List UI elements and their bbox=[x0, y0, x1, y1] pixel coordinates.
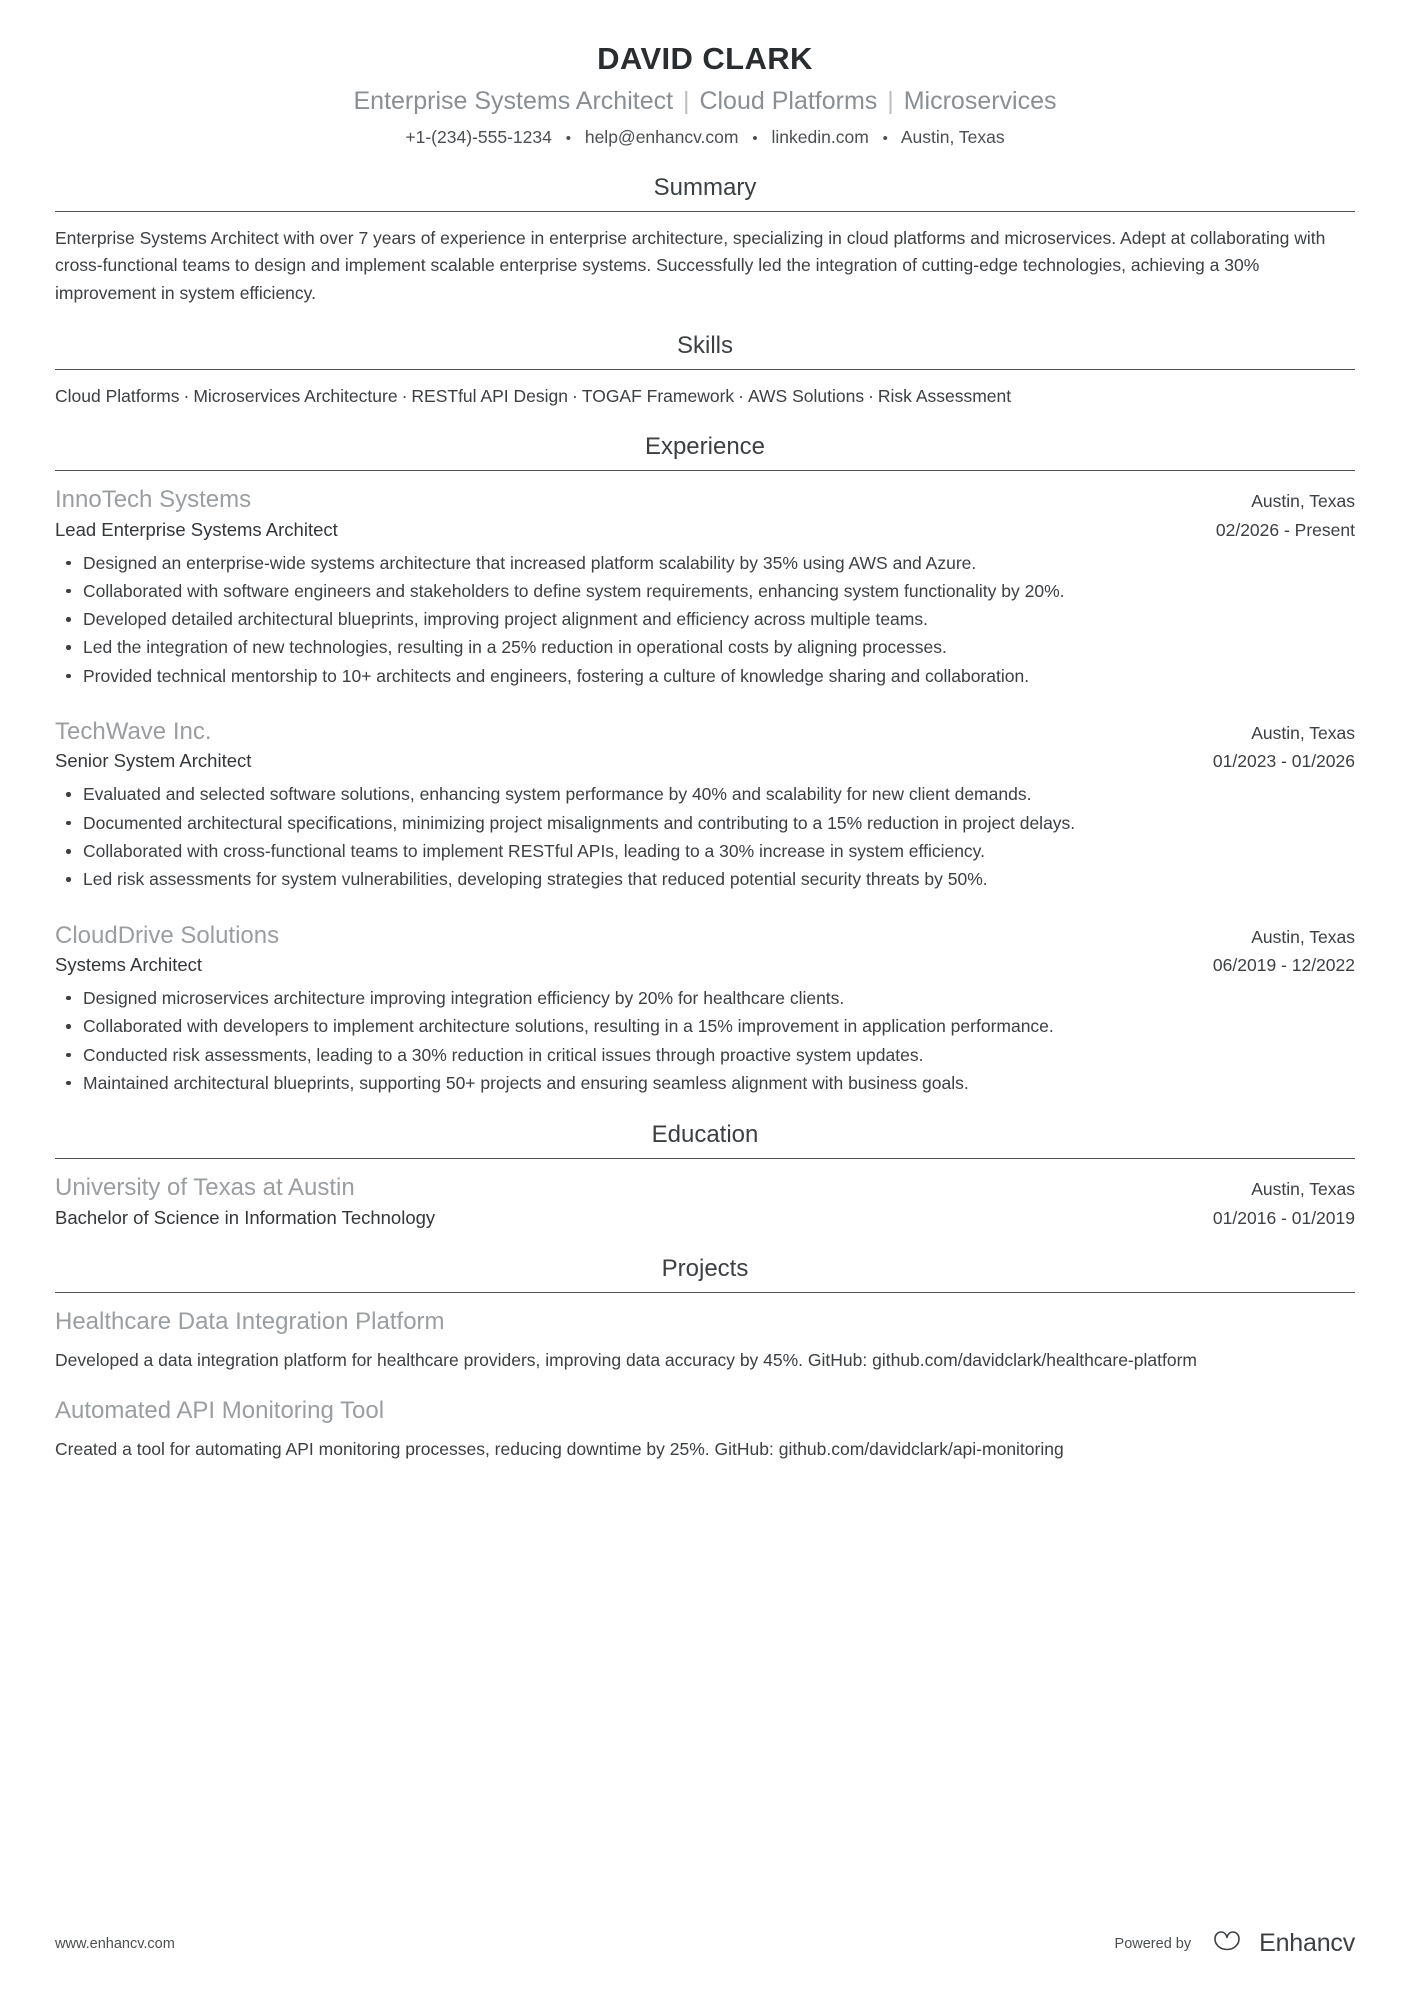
skills-list bbox=[55, 383, 1355, 409]
contact-website[interactable]: linkedin.com bbox=[771, 127, 869, 147]
job-bullet: Collaborated with software engineers and stakeholders to define system requirements, enhancing system functionality by 20%. bbox=[57, 578, 1355, 605]
experience-entry-subheader bbox=[55, 952, 1355, 978]
job-bullet-list bbox=[55, 985, 1355, 1097]
section-projects bbox=[55, 1253, 1355, 1464]
job-bullet: Provided technical mentorship to 10+ architects and engineers, fostering a culture of knowledge sharing and collaboration. bbox=[57, 663, 1355, 690]
section-summary bbox=[55, 172, 1355, 308]
project-name: Automated API Monitoring Tool bbox=[55, 1396, 385, 1424]
skill-separator: · bbox=[401, 385, 408, 406]
education-entry-header bbox=[55, 1172, 1355, 1204]
headline-part-3: Microservices bbox=[903, 86, 1057, 115]
contact-location: Austin, Texas bbox=[900, 127, 1005, 147]
experience-entry bbox=[55, 484, 1355, 690]
experience-entries bbox=[55, 471, 1355, 1097]
job-bullet: Documented architectural specifications, minimizing project misalignments and contributing to a 15% reduction in project delays. bbox=[57, 810, 1355, 837]
education-entries bbox=[55, 1159, 1355, 1230]
skill-separator: · bbox=[183, 385, 190, 406]
project-description: Created a tool for automating API monitoring processes, reducing downtime by 25%. GitHub: github.com/davidclark/api-monitoring bbox=[55, 1439, 1064, 1460]
job-bullet: Evaluated and selected software solutions, enhancing system performance by 40% and scalability for new client demands. bbox=[57, 781, 1355, 808]
skill-item: Risk Assessment bbox=[877, 385, 1012, 406]
headline-part-1: Enterprise Systems Architect bbox=[353, 86, 674, 115]
contact-email[interactable]: help@enhancv.com bbox=[584, 127, 739, 147]
headline-separator-2: | bbox=[887, 86, 894, 115]
job-bullet: Maintained architectural blueprints, supporting 50+ projects and ensuring seamless alignment with business goals. bbox=[57, 1070, 1355, 1097]
company-name: TechWave Inc. bbox=[55, 718, 212, 746]
skill-separator: · bbox=[868, 385, 874, 406]
contact-separator-1: • bbox=[565, 130, 571, 147]
experience-entry-subheader bbox=[55, 517, 1355, 543]
contact-separator-3: • bbox=[882, 130, 888, 147]
section-title-projects: Projects bbox=[661, 1254, 749, 1282]
headline-separator-1: | bbox=[683, 86, 690, 115]
job-bullet: Designed an enterprise-wide systems architecture that increased platform scalability by 35% using AWS and Azure. bbox=[57, 550, 1355, 577]
skill-item: Cloud Platforms bbox=[55, 385, 180, 406]
school-location: Austin, Texas bbox=[1251, 1179, 1355, 1200]
job-location: Austin, Texas bbox=[1251, 723, 1355, 744]
skill-item: RESTful API Design bbox=[411, 385, 568, 406]
experience-entry-header bbox=[55, 920, 1355, 952]
job-bullet: Collaborated with developers to implement architecture solutions, resulting in a 15% improvement in application performance. bbox=[57, 1013, 1355, 1040]
job-bullet: Developed detailed architectural blueprints, improving project alignment and efficiency across multiple teams. bbox=[57, 606, 1355, 633]
education-entry-subheader bbox=[55, 1205, 1355, 1231]
skill-separator: · bbox=[738, 385, 744, 406]
project-entry bbox=[55, 1395, 1355, 1464]
job-title: Lead Enterprise Systems Architect bbox=[55, 518, 338, 540]
company-name: CloudDrive Solutions bbox=[55, 921, 280, 949]
project-entry bbox=[55, 1306, 1355, 1375]
job-dates: 01/2023 - 01/2026 bbox=[1212, 751, 1355, 772]
skill-item: Microservices Architecture bbox=[193, 385, 398, 406]
section-title-summary: Summary bbox=[653, 173, 757, 201]
experience-entry-subheader bbox=[55, 748, 1355, 774]
section-title-experience: Experience bbox=[644, 433, 766, 461]
enhancv-logo-icon bbox=[1204, 1928, 1250, 1959]
footer-website-url[interactable]: www.enhancv.com bbox=[55, 1935, 175, 1952]
project-description: Developed a data integration platform for healthcare providers, improving data accuracy by 45%. GitHub: github.com/davidclark/healthcare-platform bbox=[55, 1350, 1197, 1371]
job-location: Austin, Texas bbox=[1251, 926, 1355, 947]
candidate-headline bbox=[55, 83, 1355, 119]
job-bullet: Designed microservices architecture improving integration efficiency by 20% for healthcare clients. bbox=[57, 985, 1355, 1012]
experience-entry bbox=[55, 716, 1355, 894]
degree-name: Bachelor of Science in Information Technology bbox=[55, 1206, 436, 1228]
project-name: Healthcare Data Integration Platform bbox=[55, 1307, 445, 1335]
candidate-name: DAVID CLARK bbox=[597, 41, 813, 76]
enhancv-brand bbox=[1204, 1928, 1355, 1959]
resume-footer bbox=[55, 1928, 1355, 1959]
job-dates: 02/2026 - Present bbox=[1215, 519, 1355, 540]
job-title: Systems Architect bbox=[55, 954, 203, 976]
projects-entries bbox=[55, 1293, 1355, 1464]
section-skills bbox=[55, 330, 1355, 409]
job-bullet: Led the integration of new technologies, resulting in a 25% reduction in operational costs by aligning processes. bbox=[57, 634, 1355, 661]
contact-phone: +1-(234)-555-1234 bbox=[405, 127, 552, 147]
job-title: Senior System Architect bbox=[55, 750, 252, 772]
summary-text: Enterprise Systems Architect with over 7 years of experience in enterprise architecture, specializing in cloud platforms and microservices. Adept at collaborating with cross-functional teams to design and implement scalable enterprise systems. Successfully led the integration of cutting-edge technologies, achieving a 30% improvement in system efficiency. bbox=[55, 227, 1326, 303]
skill-item: AWS Solutions bbox=[748, 385, 865, 406]
education-entry bbox=[55, 1172, 1355, 1230]
job-bullet: Collaborated with cross-functional teams to implement RESTful APIs, leading to a 30% increase in system efficiency. bbox=[57, 838, 1355, 865]
section-education bbox=[55, 1119, 1355, 1231]
skill-separator: · bbox=[572, 385, 578, 406]
job-bullet: Led risk assessments for system vulnerabilities, developing strategies that reduced potential security threats by 50%. bbox=[57, 866, 1355, 893]
enhancv-wordmark: Enhancv bbox=[1259, 1929, 1355, 1957]
experience-entry-header bbox=[55, 716, 1355, 748]
job-location: Austin, Texas bbox=[1251, 491, 1355, 512]
school-name: University of Texas at Austin bbox=[55, 1174, 355, 1202]
skill-item: TOGAF Framework bbox=[581, 385, 735, 406]
contact-line bbox=[55, 125, 1355, 150]
section-title-education: Education bbox=[651, 1121, 759, 1149]
headline-part-2: Cloud Platforms bbox=[699, 86, 878, 115]
section-experience bbox=[55, 431, 1355, 1097]
resume-header bbox=[55, 0, 1355, 150]
job-bullet: Conducted risk assessments, leading to a 30% reduction in critical issues through proactive system updates. bbox=[57, 1042, 1355, 1069]
job-bullet-list bbox=[55, 781, 1355, 893]
powered-by-label: Powered by bbox=[1114, 1935, 1192, 1952]
experience-entry bbox=[55, 920, 1355, 1098]
company-name: InnoTech Systems bbox=[55, 486, 252, 514]
job-dates: 06/2019 - 12/2022 bbox=[1212, 955, 1355, 976]
job-bullet-list bbox=[55, 550, 1355, 690]
contact-separator-2: • bbox=[752, 130, 758, 147]
experience-entry-header bbox=[55, 484, 1355, 516]
education-dates: 01/2016 - 01/2019 bbox=[1212, 1207, 1355, 1228]
section-title-skills: Skills bbox=[676, 331, 733, 359]
